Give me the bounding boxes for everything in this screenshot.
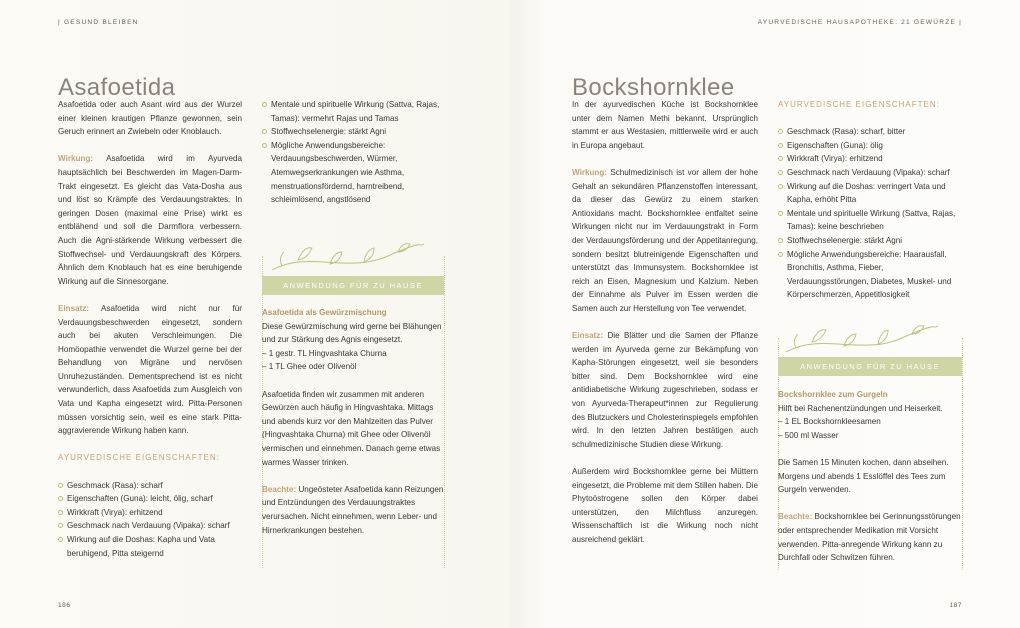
recipe-title: Asafoetida als Gewürzmischung [262,308,387,317]
ingredient-item: – 1 TL Ghee oder Olivenöl [262,362,357,372]
properties-list [778,125,962,302]
ingredient-item: – 1 EL Bockshornkleesamen [778,417,881,427]
wirkung-label: Wirkung: [572,167,607,177]
list-item: Stoffwechselenergie: stärkt Agni [262,125,444,139]
home-application-banner: ANWENDUNG FÜR ZU HAUSE [778,357,962,376]
wirkung-paragraph [572,166,758,316]
list-item: Mentale und spirituelle Wirkung (Sattva, Rajas, Tamas): keine beschrieben [778,207,962,234]
home-application-box [778,388,962,578]
ingredient-list [262,347,444,374]
left-column-2 [262,98,444,220]
running-head-left: | GESUND BLEIBEN [58,19,139,26]
note-paragraph [262,483,444,537]
list-item: Wirkung auf die Doshas: verringert Vata und Kapha, erhöht Pitta [778,180,962,207]
list-item: Eigenschaften (Guna): leicht, ölig, scharf [58,492,242,506]
einsatz-paragraph [572,329,758,451]
list-item: Geschmack nach Verdauung (Vipaka): scharf [778,166,962,180]
home-application-banner: ANWENDUNG FÜR ZU HAUSE [262,276,444,295]
intro-paragraph: Asafoetida oder auch Asant wird aus der Wurzel einer kleinen krautigen Pflanze gewonnen, sein Geruch erinnert an Zwiebeln oder Knoblauch. [58,100,242,137]
list-item: Mentale und spirituelle Wirkung (Sattva, Rajas, Tamas): vermehrt Rajas und Tamas [262,98,444,125]
einsatz-text: Asafoetida wird nicht nur für Verdauungsbeschwerden eingesetzt, sondern auch bei akuten Verschleimungen. Die Homöopathie verwendet die Wurzel gerne bei der Behandlung von Migräne und nervösen Unruhezuständen. Dementsprechend ist es nicht verwunderlich, dass Asafoetida zum Ausgleich von Vata und Kapha eingesetzt wird. Pitta-Personen müssen vorsichtig sein, weil es eine stark Pitta-aggravierende Wirkung haben kann. [58,303,242,436]
einsatz-text: Die Blätter und die Samen der Pflanze werden im Ayurveda gerne zur Bekämpfung von Kapha-Störungen eingesetzt, weil sie besonders bitter sind. Dem Bockshornklee wird eine antidiabetische Wirkung zugeschrieben, sodass er von Ayurveda-Therapeut*innen zur Regulierung des Blutzuckers und Cholesterinspiegels empfohlen wird. In den letzten Jahren bestätigen auch schulmedizinische Studien diese Wirkung. [572,331,758,449]
note-text: Bockshornklee bei Gerinnungsstörungen oder entsprechender Medikation mit Vorsicht verwenden. Pitta-anregende Wirkung kann zu Durchfall oder Schwitzen führen. [778,512,961,563]
running-head-right: AYURVEDISCHE HAUSAPOTHEKE: 21 GEWÜRZE | [757,19,962,26]
recipe-instructions: Asafoetida finden wir zusammen mit anderen Gewürzen auch häufig in Hingvashtaka. Mittags und abends kurz vor den Mahlzeiten das Pulver (Hingvashtaka Churna) mit Ghee oder Olivenöl vermischen und einnehmen. Danach gerne etwas warmes Wasser trinken. [262,389,441,467]
box-divider-line [962,338,963,570]
list-item: Eigenschaften (Guna): ölig [778,139,962,153]
properties-heading: AYURVEDISCHE EIGENSCHAFTEN: [778,100,940,109]
list-item: Geschmack nach Verdauung (Vipaka): scharf [58,519,242,533]
recipe-intro: Hilft bei Rachenentzündungen und Heiserkeit. [778,403,943,413]
extra-paragraph: Außerdem wird Bockshornklee gerne bei Müttern eingesetzt, die Probleme mit dem Stillen haben. Die Phytoöstrogene sollen den Körper dabei unterstützen, den Milchfluss anzuregen. Wissenschaftlich ist die Wirkung noch nicht ausreichend geklärt. [572,467,758,544]
list-item: Mögliche Anwendungsbereiche: Haarausfall, Bronchitis, Asthma, Fieber, Verdauungsstörungen, Diabetes, Muskel- und Körperschmerzen, Appetitlosigkeit [778,248,962,302]
home-application-box [262,306,444,551]
properties-list-continued [262,98,444,207]
vine-ornament-icon [268,240,428,276]
properties-heading: AYURVEDISCHE EIGENSCHAFTEN: [58,453,220,463]
right-column-1 [572,98,758,560]
list-item: Wirkung auf die Doshas: Kapha und Vata beruhigend, Pitta steigernd [58,533,242,560]
intro-paragraph: In der ayurvedischen Küche ist Bockshornklee unter dem Namen Methi bekannt. Ursprünglich stammt er aus Westasien, mittlerweile wird er auch in Europa angebaut. [572,100,758,150]
right-column-2 [778,98,962,316]
list-item: Geschmack (Rasa): scharf [58,479,242,493]
einsatz-paragraph [58,302,242,438]
list-item: Geschmack (Rasa): scharf, bitter [778,125,962,139]
wirkung-label: Wirkung: [58,154,93,164]
note-paragraph [778,510,962,564]
page-title-asafoetida: Asafoetida [58,74,176,102]
ingredient-item: – 1 gestr. TL Hingvashtaka Churna [262,348,387,358]
page-title-bockshornklee: Bockshornklee [572,74,735,102]
list-item: Wirkkraft (Virya): erhitzend [778,152,962,166]
page-number-right: 187 [949,602,962,609]
list-item: Wirkkraft (Virya): erhitzend [58,506,242,520]
recipe-instructions: Die Samen 15 Minuten kochen, dann abseihen. Morgens und abends 1 Esslöffel des Tees zum Gurgeln verwenden. [778,457,949,495]
vine-ornament-icon [782,322,942,358]
right-page [510,0,1020,628]
note-text: Ungeösteter Asafoetida kann Reizungen und Entzündungen des Verdauungstraktes verursachen. Nicht einnehmen, wenn Leber- und Hirnerkrankungen bestehen. [262,484,444,535]
ingredient-list [778,415,962,442]
note-label: Beachte: [262,484,297,494]
wirkung-text: Schulmedizinisch ist vor allem der hohe Gehalt an sekundären Pflanzenstoffen interessant, da dieser das Gewürz zu einem starken Antioxidans macht. Bockshornklee entfaltet seine Wirkungen nicht nur im Verdauungstrakt in Form der Verdauungsförderung und der Appetitanregung, sondern besitzt blutreinigende Eigenschaften und unterstützt das Immunsystem. Bockshornklee ist reich an Eisen, Magnesium und Kalzium. Neben der Einnahme als Pulver im Essen werden die Samen auch zur Herstellung von Tee verwendet. [572,167,759,313]
page-number-left: 186 [58,602,71,609]
ingredient-item: – 500 ml Wasser [778,430,839,440]
recipe-intro: Diese Gewürzmischung wird gerne bei Blähungen und zur Stärkung des Agnis eingesetzt. [262,321,442,345]
recipe-title: Bockshornklee zum Gurgeln [778,390,888,399]
list-item: Mögliche Anwendungsbereiche: Verdauungsbeschwerden, Würmer, Atemwegserkrankungen wie Asthma, menstruationsfördernd, harntreibend, schleimlösend, angstlösend [262,139,444,207]
einsatz-label: Einsatz: [58,303,90,313]
properties-list [58,479,242,561]
note-label: Beachte: [778,512,813,522]
wirkung-text: Asafoetida wird im Ayurveda hauptsächlich bei Beschwerden im Magen-Darm-Trakt eingesetzt. Es gleicht das Vata-Dosha aus und löst so Krämpfe des Verdauungstraktes. In geringen Dosen (maximal eine Prise) wirkt es entblähend und soll die Darmflora verbessern. Auch die Agni-stärkende Wirkung verbessert die Stoffwechsel- und Verdauungskraft des Körpers. Ähnlich dem Knoblauch hat es eine beruhigende Wirkung auf die Sinnesorgane. [58,154,242,286]
einsatz-label: Einsatz: [572,331,604,341]
box-divider-line [444,256,445,568]
left-column-1 [58,98,242,574]
list-item: Stoffwechselenergie: stärkt Agni [778,234,962,248]
wirkung-paragraph [58,152,242,288]
